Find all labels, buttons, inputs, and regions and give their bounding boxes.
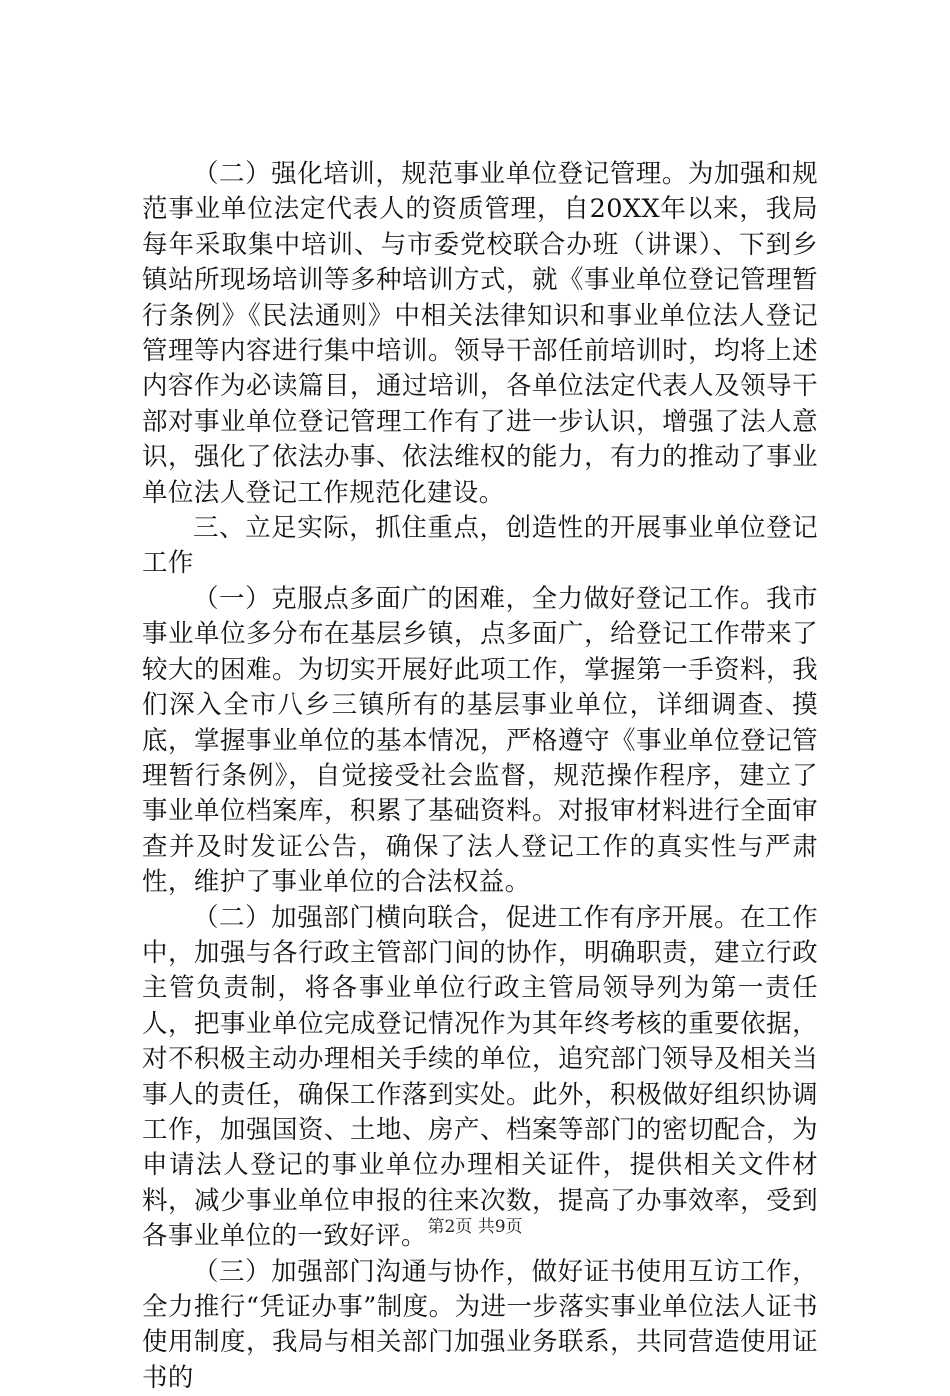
paragraph-department-cooperation: （二）加强部门横向联合，促进工作有序开展。在工作中，加强与各行政主管部门间的协作，明确职责，建立行政主管负责制，将各事业单位行政主管局领导列为第一责任人，把事业单位完成登记情况作为其年终考核的重要依据，对不积极主动办理相关手续的单位，追究部门领导及相关当事人的责任，确保工作落到实处。此外，积极做好组织协调工作，加强国资、土地、房产、档案等部门的密切配合，为申请法人登记的事业单位办理相关证件，提供相关文件材料，减少事业单位申报的往来次数，提高了办事效率，受到各事业单位的一致好评。: [142, 902, 818, 1252]
paragraph-training: （二）强化培训，规范事业单位登记管理。为加强和规范事业单位法定代表人的资质管理，自20XX年以来，我局每年采取集中培训、与市委党校联合办班（讲课）、下到乡镇站所现场培训等多种培训方式，就《事业单位登记管理暂行条例》《民法通则》中相关法律知识和事业单位法人登记管理等内容进行集中培训。领导干部任前培训时，均将上述内容作为必读篇目，通过培训，各单位法定代表人及领导干部对事业单位登记管理工作有了进一步认识，增强了法人意识，强化了依法办事、依法维权的能力，有力的推动了事业单位法人登记工作规范化建设。: [142, 159, 818, 508]
document-body: [142, 157, 818, 1396]
page-number-footer: 第2页 共9页: [427, 1217, 523, 1237]
section-heading-three: 三、立足实际，抓住重点，创造性的开展事业单位登记工作: [142, 513, 818, 579]
paragraph-overcome-difficulties: （一）克服点多面广的困难，全力做好登记工作。我市事业单位多分布在基层乡镇，点多面广，给登记工作带来了较大的困难。为切实开展好此项工作，掌握第一手资料，我们深入全市八乡三镇所有的基层事业单位，详细调查、摸底，掌握事业单位的基本情况，严格遵守《事业单位登记管理暂行条例》，自觉接受社会监督，规范操作程序，建立了事业单位档案库，积累了基础资料。对报审材料进行全面审查并及时发证公告，确保了法人登记工作的真实性与严肃性，维护了事业单位的合法权益。: [142, 583, 818, 898]
paragraph-certificate-use: （三）加强部门沟通与协作，做好证书使用互访工作，全力推行“凭证办事”制度。为进一步落实事业单位法人证书使用制度，我局与相关部门加强业务联系，共同营造使用证书的: [142, 1256, 818, 1393]
